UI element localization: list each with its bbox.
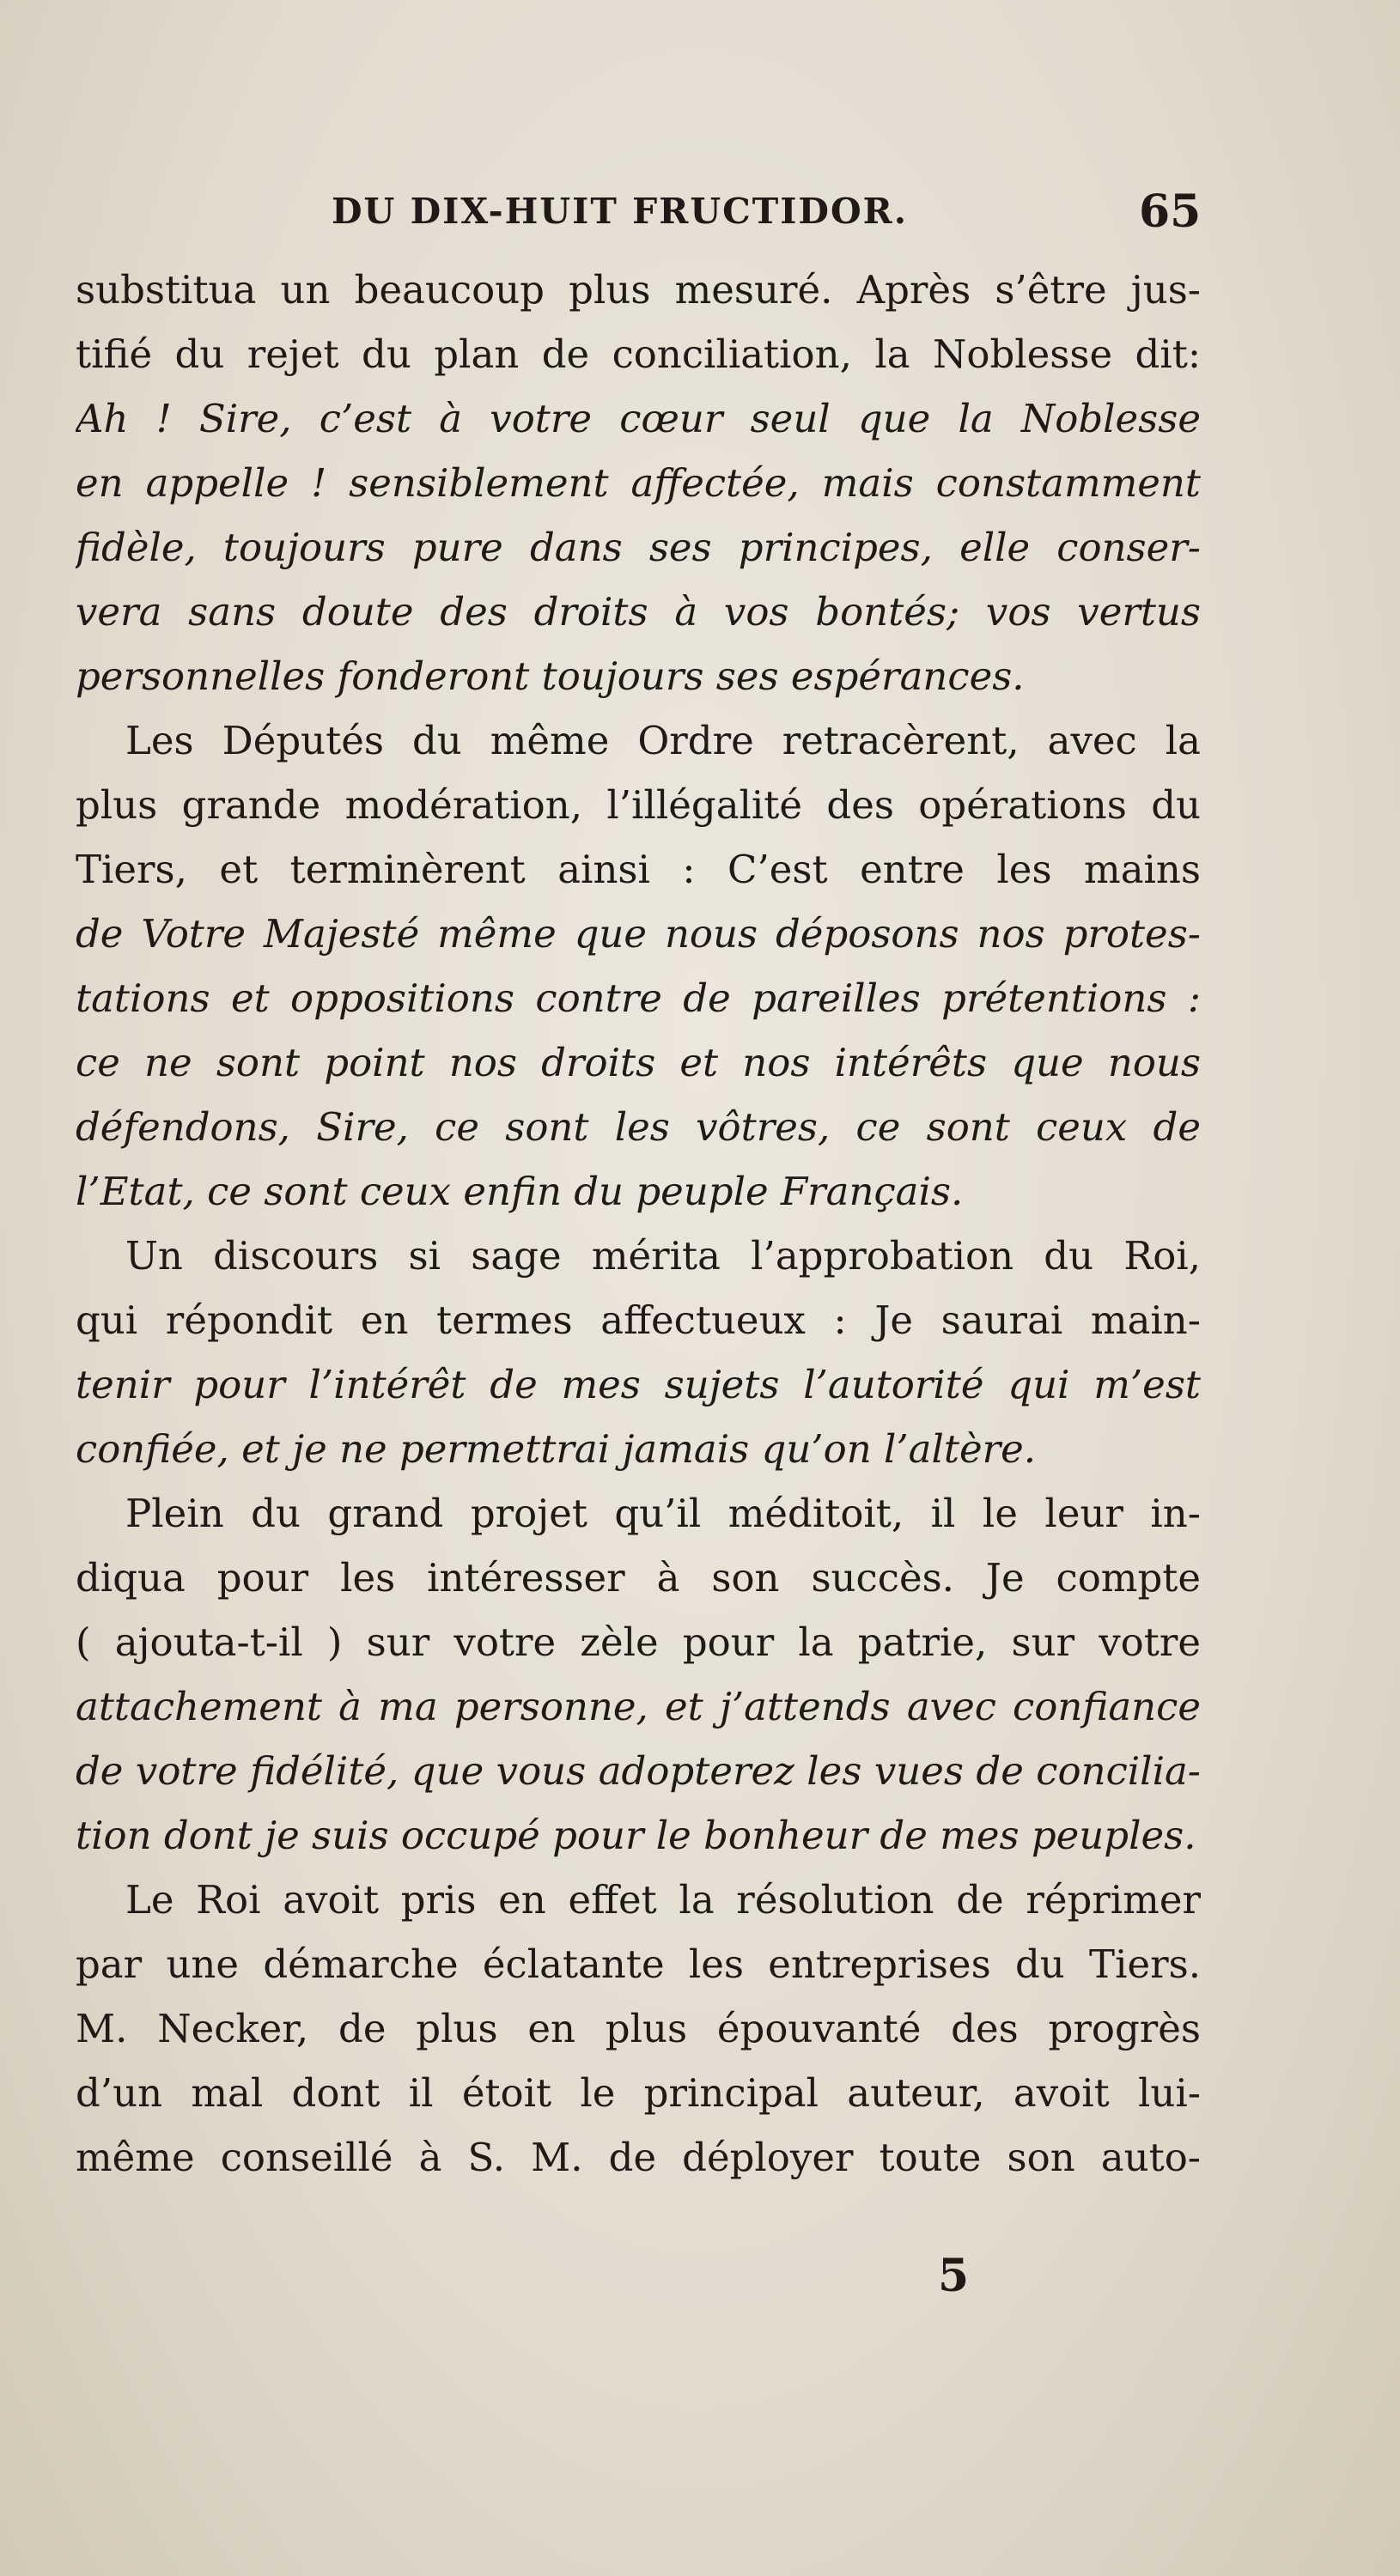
text-line: confiée, et je ne permettrai jamais qu’on l’altère. bbox=[76, 1426, 1037, 1472]
text-line: de Votre Majesté même que nous déposons nos protes- bbox=[76, 911, 1201, 957]
text-line: M. Necker, de plus en plus épouvanté des progrès bbox=[76, 2006, 1201, 2051]
running-head: DU DIX-HUIT FRUCTIDOR. bbox=[332, 191, 909, 232]
text-line: défendons, Sire, ce sont les vôtres, ce sont ceux de bbox=[76, 1104, 1201, 1150]
text-line: d’un mal dont il étoit le principal auteur, avoit lui- bbox=[76, 2070, 1201, 2116]
text-line: en appelle ! sensiblement affectée, mais constamment bbox=[76, 460, 1201, 506]
text-line: ce ne sont point nos droits et nos intérêts que nous bbox=[76, 1040, 1201, 1085]
text-line: plus grande modération, l’illégalité des opérations du bbox=[76, 782, 1201, 828]
text-line: l’Etat, ce sont ceux enfin du peuple Français. bbox=[76, 1169, 964, 1214]
text-line: ( ajouta-t-il ) sur votre zèle pour la patrie, sur votre bbox=[76, 1619, 1201, 1665]
text-line: Les Députés du même Ordre retracèrent, avec la bbox=[125, 718, 1201, 763]
text-line: tenir pour l’intérêt de mes sujets l’autorité qui m’est bbox=[76, 1362, 1201, 1407]
text-line: personnelles fonderont toujours ses espérances. bbox=[76, 653, 1025, 699]
page-header bbox=[0, 185, 1400, 242]
text-line: même conseillé à S. M. de déployer toute son auto- bbox=[76, 2135, 1201, 2180]
text-line: Tiers, et terminèrent ainsi : C’est entre les mains bbox=[76, 847, 1201, 892]
text-line: substitua un beaucoup plus mesuré. Après s’être jus- bbox=[76, 267, 1201, 313]
body-text bbox=[76, 258, 1201, 2190]
text-line: fidèle, toujours pure dans ses principes, elle conser- bbox=[76, 525, 1201, 570]
text-line: diqua pour les intéresser à son succès. Je compte bbox=[76, 1555, 1201, 1601]
signature-mark: 5 bbox=[938, 2250, 970, 2302]
text-line: vera sans doute des droits à vos bontés; vos vertus bbox=[76, 589, 1201, 635]
text-line: Un discours si sage mérita l’approbation du Roi, bbox=[125, 1233, 1201, 1279]
text-line: de votre fidélité, que vous adopterez les vues de concilia- bbox=[76, 1748, 1201, 1794]
text-line: Le Roi avoit pris en effet la résolution de réprimer bbox=[125, 1877, 1201, 1923]
text-line: qui répondit en termes affectueux : Je saurai main- bbox=[76, 1297, 1201, 1343]
text-line: Ah ! Sire, c’est à votre cœur seul que la Noblesse bbox=[76, 396, 1201, 441]
text-line: par une démarche éclatante les entreprises du Tiers. bbox=[76, 1941, 1201, 1987]
text-line: tifié du rejet du plan de conciliation, la Noblesse dit: bbox=[76, 331, 1201, 377]
text-line: tion dont je suis occupé pour le bonheur de mes peuples. bbox=[76, 1813, 1196, 1858]
text-line: Plein du grand projet qu’il méditoit, il le leur in- bbox=[125, 1491, 1201, 1536]
text-line: tations et oppositions contre de pareilles prétentions : bbox=[76, 975, 1201, 1021]
text-line: attachement à ma personne, et j’attends avec confiance bbox=[76, 1684, 1201, 1729]
page-number: 65 bbox=[1139, 185, 1202, 238]
